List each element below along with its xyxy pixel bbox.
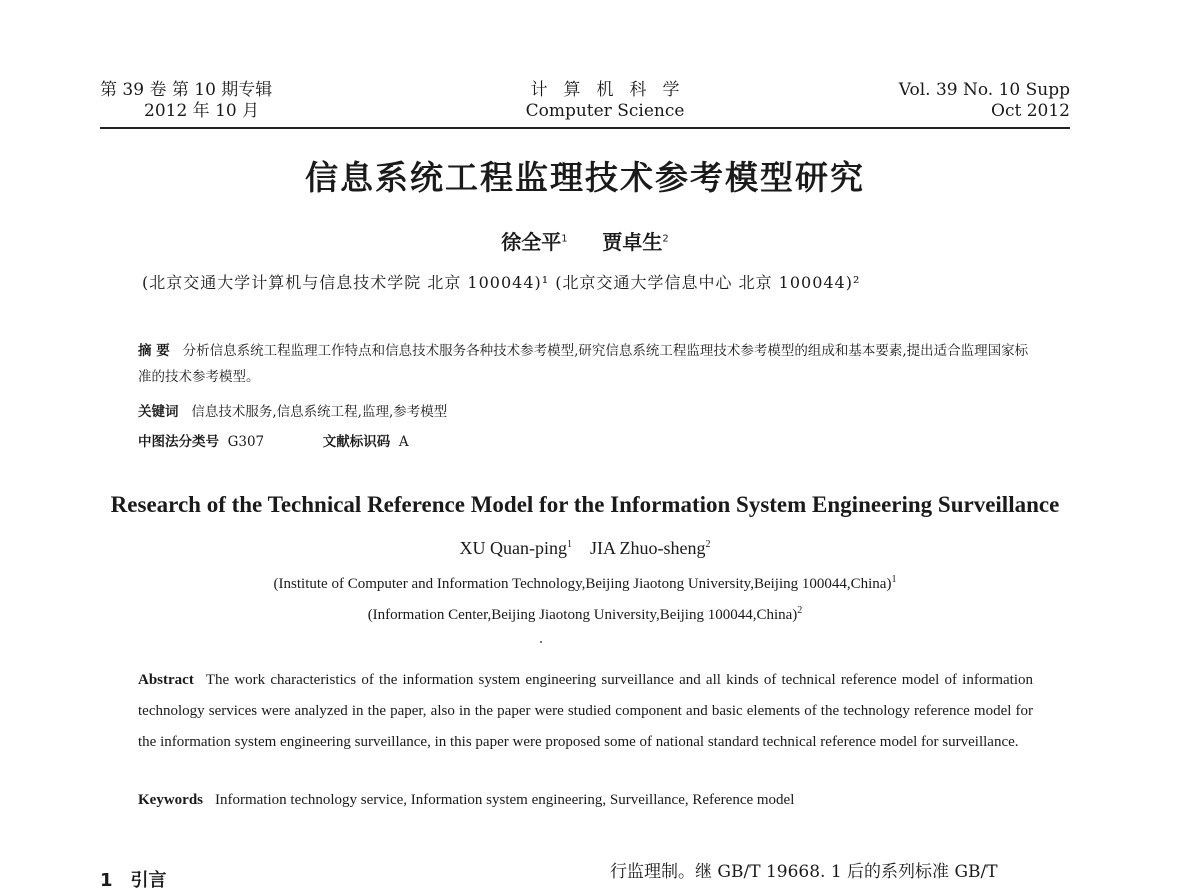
paper-title-cn: 信息系统工程监理技术参考模型研究 <box>305 158 865 197</box>
abstract-cn-text: 分析信息系统工程监理工作特点和信息技术服务各种技术参考模型,研究信息系统工程监理技术参考模型的组成和基本要素,提出适合监理国家标准的技术参考模型。 <box>138 343 1029 385</box>
author-sup-en: 1 <box>566 539 572 550</box>
affiliation-en-1 <box>0 574 1170 593</box>
journal-name-cn: 计算机科学 <box>530 80 696 100</box>
class-value: G307 <box>227 434 265 450</box>
paper-title-en: Research of the Technical Reference Model for the Information System Engineering Surveillance <box>110 492 1060 517</box>
affiliation-en-2 <box>0 605 1170 624</box>
body-text-col2: 行监理制。继 GB/T 19668. 1 后的系列标准 GB/T <box>610 862 998 882</box>
section-number: 1 <box>100 870 113 891</box>
journal-date-line: 2012 年 10 月 <box>144 101 260 121</box>
class-label: 中图法分类号 <box>138 434 219 450</box>
journal-volume <box>100 80 272 122</box>
keywords-en-text: Information technology service, Information system engineering, Surveillance, Reference model <box>215 792 795 808</box>
author-sup: 1 <box>561 233 568 245</box>
journal-name <box>500 80 710 122</box>
doc-code-value: A <box>398 434 409 450</box>
authors-en <box>0 538 1170 559</box>
authors-cn <box>0 226 1170 255</box>
abstract-en-label: Abstract <box>138 672 194 688</box>
author-name-en: XU Quan-ping <box>459 538 567 558</box>
author-sup-en: 2 <box>705 539 711 550</box>
author-sup: 2 <box>662 233 669 245</box>
section-title: 引言 <box>130 870 167 891</box>
affiliation-sup: 2 <box>797 605 803 616</box>
affiliation-text: (Information Center,Beijing Jiaotong University,Beijing 100044,China) <box>367 607 798 623</box>
abstract-cn-label: 摘 要 <box>138 343 170 359</box>
author-name-en: JIA Zhuo-sheng <box>589 538 706 558</box>
affiliation-sup: 1 <box>891 574 897 585</box>
journal-volume-line: 第 39 卷 第 10 期专辑 <box>100 80 273 100</box>
keywords-cn-label: 关键词 <box>138 404 179 420</box>
keywords-cn-text: 信息技术服务,信息系统工程,监理,参考模型 <box>191 404 448 420</box>
author-name: 贾卓生 <box>602 230 663 254</box>
affiliations-cn: (北京交通大学计算机与信息技术学院 北京 100044)¹ (北京交通大学信息中心 北京 100044)² <box>142 273 861 292</box>
journal-volume-en <box>899 80 1070 122</box>
author-name: 徐全平 <box>501 230 562 254</box>
abstract-cn <box>138 338 1038 390</box>
header-rule <box>100 127 1070 129</box>
section-heading <box>100 866 167 892</box>
keywords-en-label: Keywords <box>138 792 203 808</box>
abstract-en-text: The work characteristics of the information system engineering surveillance and all kinds of technical reference model of information technology services were analyzed in the paper, also in the paper were studied component and basic elements of the technology reference model for the information system engineering surveillance, in this paper were proposed some of national standard technical reference model for surveillance. <box>138 672 1033 750</box>
abstract-en <box>138 665 1033 758</box>
keywords-cn <box>138 400 447 420</box>
journal-date-en-line: Oct 2012 <box>991 101 1070 121</box>
affiliation-text: (Institute of Computer and Information Technology,Beijing Jiaotong University,Beijing 100044,China) <box>273 576 892 592</box>
journal-name-en: Computer Science <box>525 101 685 121</box>
journal-volume-en-line: Vol. 39 No. 10 Supp <box>898 80 1070 100</box>
scan-speck <box>540 641 542 643</box>
classification <box>138 430 409 450</box>
keywords-en <box>138 792 794 809</box>
doc-code-label: 文献标识码 <box>322 434 391 450</box>
